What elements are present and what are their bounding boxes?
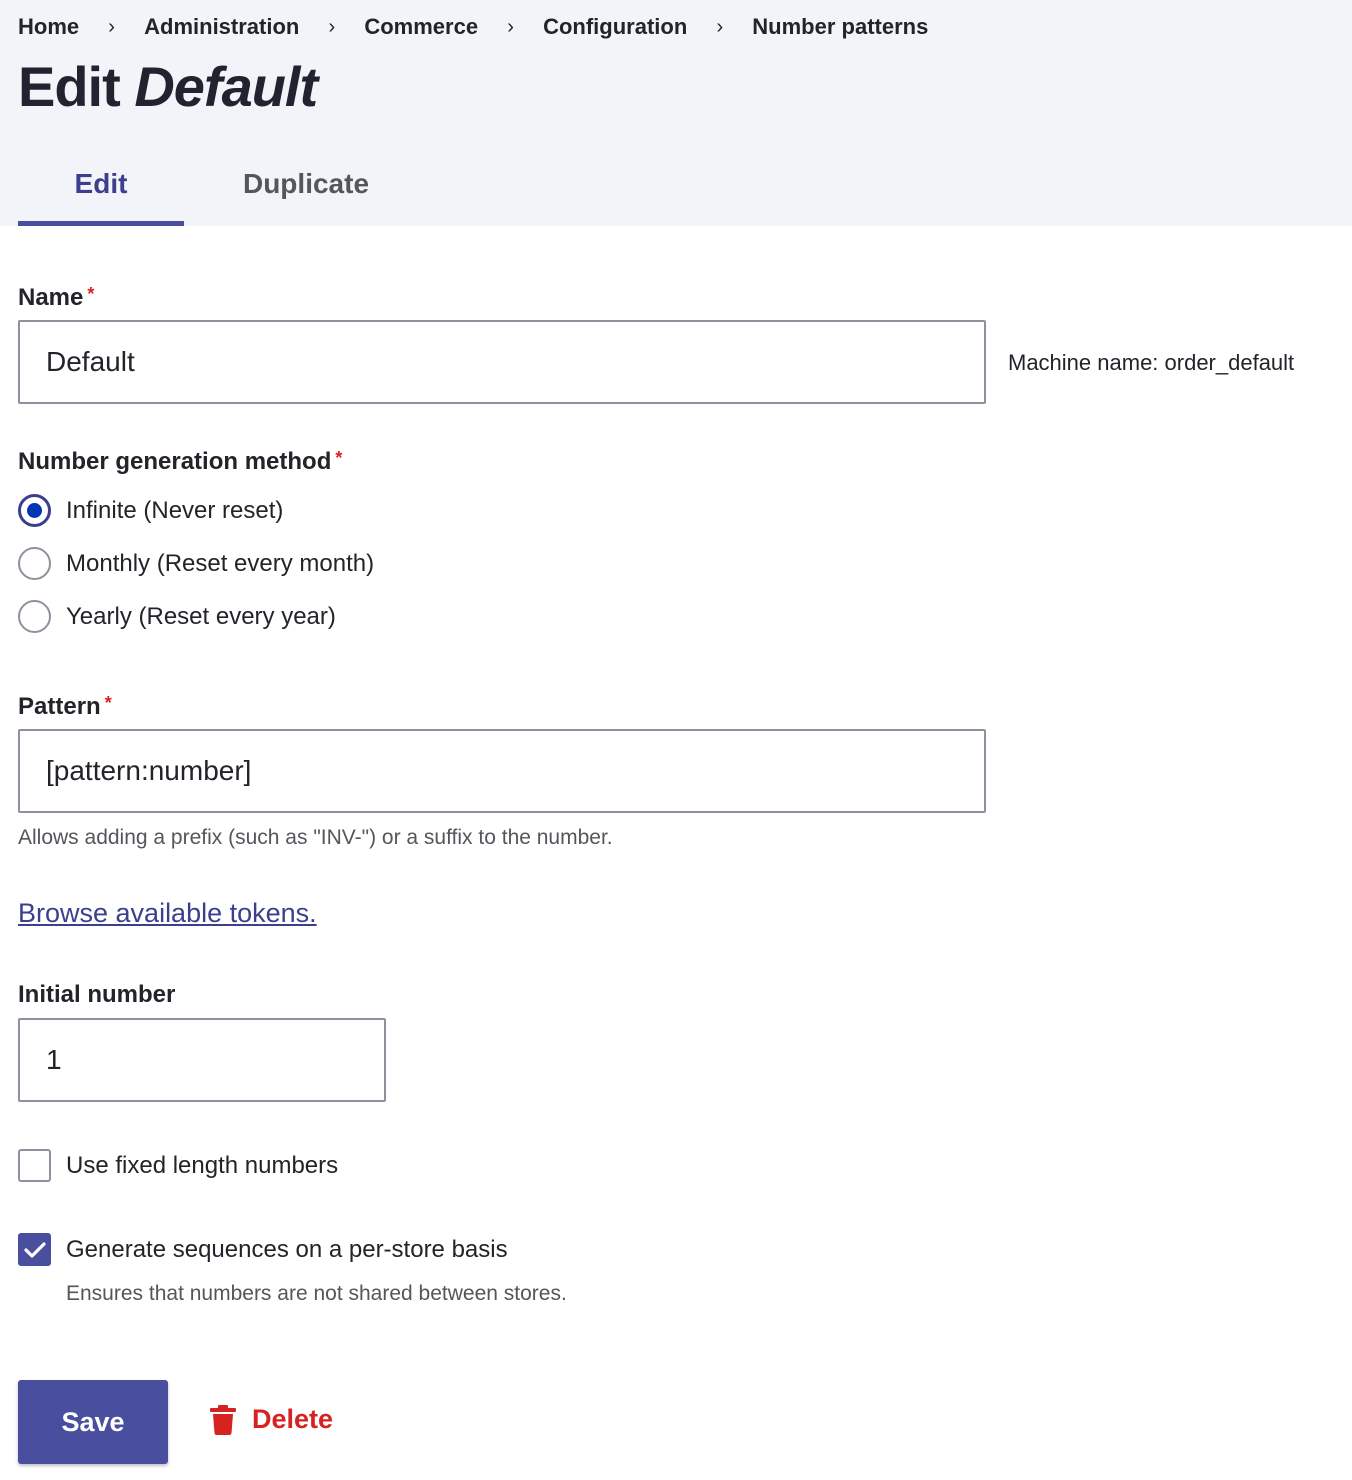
radio-yearly[interactable] xyxy=(18,600,336,633)
breadcrumb-configuration[interactable]: Configuration xyxy=(543,14,688,39)
radio-button[interactable] xyxy=(18,547,51,580)
page-title xyxy=(18,54,317,119)
browse-tokens-link[interactable]: Browse available tokens. xyxy=(18,898,317,928)
name-input[interactable] xyxy=(18,320,986,404)
radio-label: Monthly (Reset every month) xyxy=(66,549,375,577)
radio-label: Yearly (Reset every year) xyxy=(66,602,336,630)
per-store-description: Ensures that numbers are not shared between stores. xyxy=(66,1282,567,1305)
initial-number-input[interactable] xyxy=(18,1018,386,1102)
radio-button[interactable] xyxy=(18,600,51,633)
breadcrumb-separator-icon: › xyxy=(108,15,115,38)
page-header xyxy=(0,0,1352,226)
required-marker: * xyxy=(104,693,112,713)
checkmark-icon xyxy=(24,1241,46,1259)
primary-tabs xyxy=(18,156,428,226)
breadcrumb-home[interactable]: Home xyxy=(18,14,80,39)
fixed-length-checkbox[interactable] xyxy=(18,1149,51,1182)
per-store-label: Generate sequences on a per-store basis xyxy=(66,1235,508,1263)
delete-label: Delete xyxy=(252,1404,334,1434)
name-label: Name * xyxy=(18,284,95,311)
tab-edit[interactable]: Edit xyxy=(18,156,184,226)
per-store-checkbox-row[interactable] xyxy=(18,1233,508,1266)
pattern-input[interactable] xyxy=(18,729,986,813)
per-store-checkbox[interactable] xyxy=(18,1233,51,1266)
pattern-description: Allows adding a prefix (such as "INV-") or a suffix to the number. xyxy=(18,826,613,849)
required-marker: * xyxy=(87,284,95,304)
breadcrumb-commerce[interactable]: Commerce xyxy=(364,14,479,39)
fixed-length-label: Use fixed length numbers xyxy=(66,1151,339,1179)
radio-infinite[interactable] xyxy=(18,494,283,527)
pattern-label: Pattern * xyxy=(18,693,112,720)
radio-button-checked[interactable] xyxy=(18,494,51,527)
breadcrumb-separator-icon: › xyxy=(328,15,336,38)
trash-icon xyxy=(210,1405,236,1435)
generation-method-label: Number generation method * xyxy=(18,448,343,475)
breadcrumb-separator-icon: › xyxy=(716,15,724,38)
page-title-name: Default xyxy=(134,55,318,118)
page-title-prefix: Edit xyxy=(18,55,120,118)
radio-monthly[interactable] xyxy=(18,547,374,580)
breadcrumb xyxy=(18,14,928,40)
fixed-length-checkbox-row[interactable] xyxy=(18,1149,338,1182)
radio-label: Infinite (Never reset) xyxy=(66,496,284,524)
breadcrumb-number-patterns[interactable]: Number patterns xyxy=(752,14,929,39)
initial-number-label: Initial number xyxy=(18,981,176,1008)
breadcrumb-separator-icon: › xyxy=(507,15,514,38)
delete-link[interactable] xyxy=(210,1404,333,1435)
breadcrumb-administration[interactable]: Administration xyxy=(144,14,300,39)
tab-duplicate[interactable]: Duplicate xyxy=(242,168,370,199)
save-button[interactable]: Save xyxy=(18,1380,168,1464)
machine-name: Machine name: order_default xyxy=(1008,350,1295,375)
required-marker: * xyxy=(335,448,343,468)
